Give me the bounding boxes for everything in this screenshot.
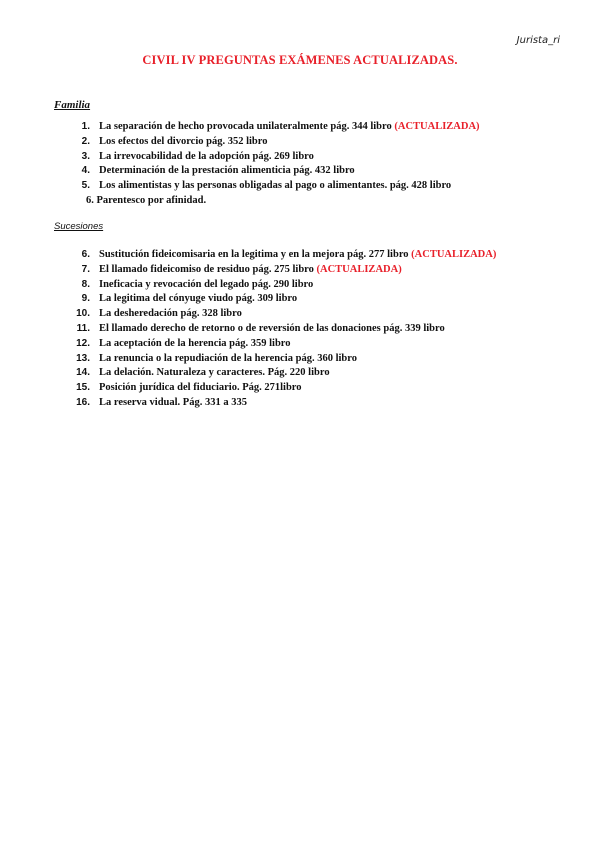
item-text: La desheredación pág. 328 libro bbox=[99, 308, 242, 320]
item-text: Los efectos del divorcio pág. 352 libro bbox=[99, 135, 268, 147]
item-text: Los alimentistas y las personas obligadas al pago o alimentantes. pág. 428 libro bbox=[99, 180, 452, 192]
item-text: La renuncia o la repudiación de la herencia pág. 360 libro bbox=[99, 352, 357, 364]
item-number: 7. bbox=[81, 263, 90, 275]
item-number: 4. bbox=[81, 165, 90, 177]
list-item bbox=[72, 120, 480, 135]
item-number: 9. bbox=[81, 293, 90, 305]
list-item bbox=[72, 322, 496, 337]
item-text: La delación. Naturaleza y caracteres. Pág. 220 libro bbox=[99, 367, 330, 379]
list-item bbox=[72, 366, 496, 381]
item-number: 5. bbox=[81, 180, 90, 192]
updated-tag: (ACTUALIZADA) bbox=[394, 121, 480, 132]
list-item bbox=[72, 292, 496, 307]
section-heading-familia: Familia bbox=[54, 99, 91, 111]
item-text: Posición jurídica del fiduciario. Pág. 271libro bbox=[99, 382, 302, 394]
item-text: La legitima del cónyuge viudo pág. 309 libro bbox=[99, 293, 298, 305]
author-name: Jurista_ri bbox=[516, 35, 560, 46]
list-item bbox=[72, 263, 496, 278]
item-text: El llamado fideicomiso de residuo pág. 275 libro bbox=[99, 263, 314, 275]
list-item bbox=[72, 135, 480, 150]
list-item bbox=[72, 337, 496, 352]
item-number: 2. bbox=[81, 135, 90, 147]
item-text: Ineficacia y revocación del legado pág. 290 libro bbox=[99, 278, 314, 290]
item-text: La separación de hecho provocada unilateralmente pág. 344 libro bbox=[99, 121, 392, 132]
sucesiones-question-list bbox=[72, 248, 496, 411]
updated-tag: (ACTUALIZADA) bbox=[411, 249, 497, 260]
item-text: Determinación de la prestación alimenticia pág. 432 libro bbox=[99, 165, 355, 177]
list-item bbox=[72, 150, 480, 165]
list-item bbox=[72, 307, 496, 322]
list-item bbox=[72, 164, 480, 179]
item-number: 13. bbox=[76, 352, 90, 364]
item-number: 6. bbox=[86, 194, 94, 206]
page-title: CIVIL IV PREGUNTAS EXÁMENES ACTUALIZADAS. bbox=[142, 53, 458, 67]
item-number: 11. bbox=[76, 322, 90, 334]
item-number: 1. bbox=[81, 121, 90, 132]
list-item bbox=[72, 396, 496, 411]
list-item bbox=[72, 179, 480, 194]
familia-question-list bbox=[72, 120, 480, 209]
item-text: La reserva vidual. Pág. 331 a 335 bbox=[99, 396, 247, 408]
item-number: 16. bbox=[76, 396, 90, 408]
section-heading-sucesiones: Sucesiones bbox=[54, 221, 104, 232]
list-item bbox=[72, 248, 496, 263]
item-number: 14. bbox=[76, 367, 90, 379]
item-text: Parentesco por afinidad. bbox=[96, 194, 207, 206]
item-text: La aceptación de la herencia pág. 359 libro bbox=[99, 337, 291, 349]
list-item bbox=[72, 381, 496, 396]
item-number: 15. bbox=[76, 382, 90, 394]
item-number: 8. bbox=[81, 278, 90, 290]
list-item bbox=[72, 352, 496, 367]
item-number: 3. bbox=[81, 150, 90, 162]
item-text: El llamado derecho de retorno o de reversión de las donaciones pág. 339 libro bbox=[99, 322, 445, 334]
list-item bbox=[86, 194, 480, 209]
item-text: Sustitución fideicomisaria en la legitima y en la mejora pág. 277 libro bbox=[99, 249, 409, 260]
item-number: 6. bbox=[81, 249, 90, 260]
item-number: 10. bbox=[76, 308, 90, 320]
list-item bbox=[72, 278, 496, 293]
item-text: La irrevocabilidad de la adopción pág. 269 libro bbox=[99, 150, 314, 162]
item-number: 12. bbox=[76, 337, 90, 349]
updated-tag: (ACTUALIZADA) bbox=[316, 263, 402, 275]
